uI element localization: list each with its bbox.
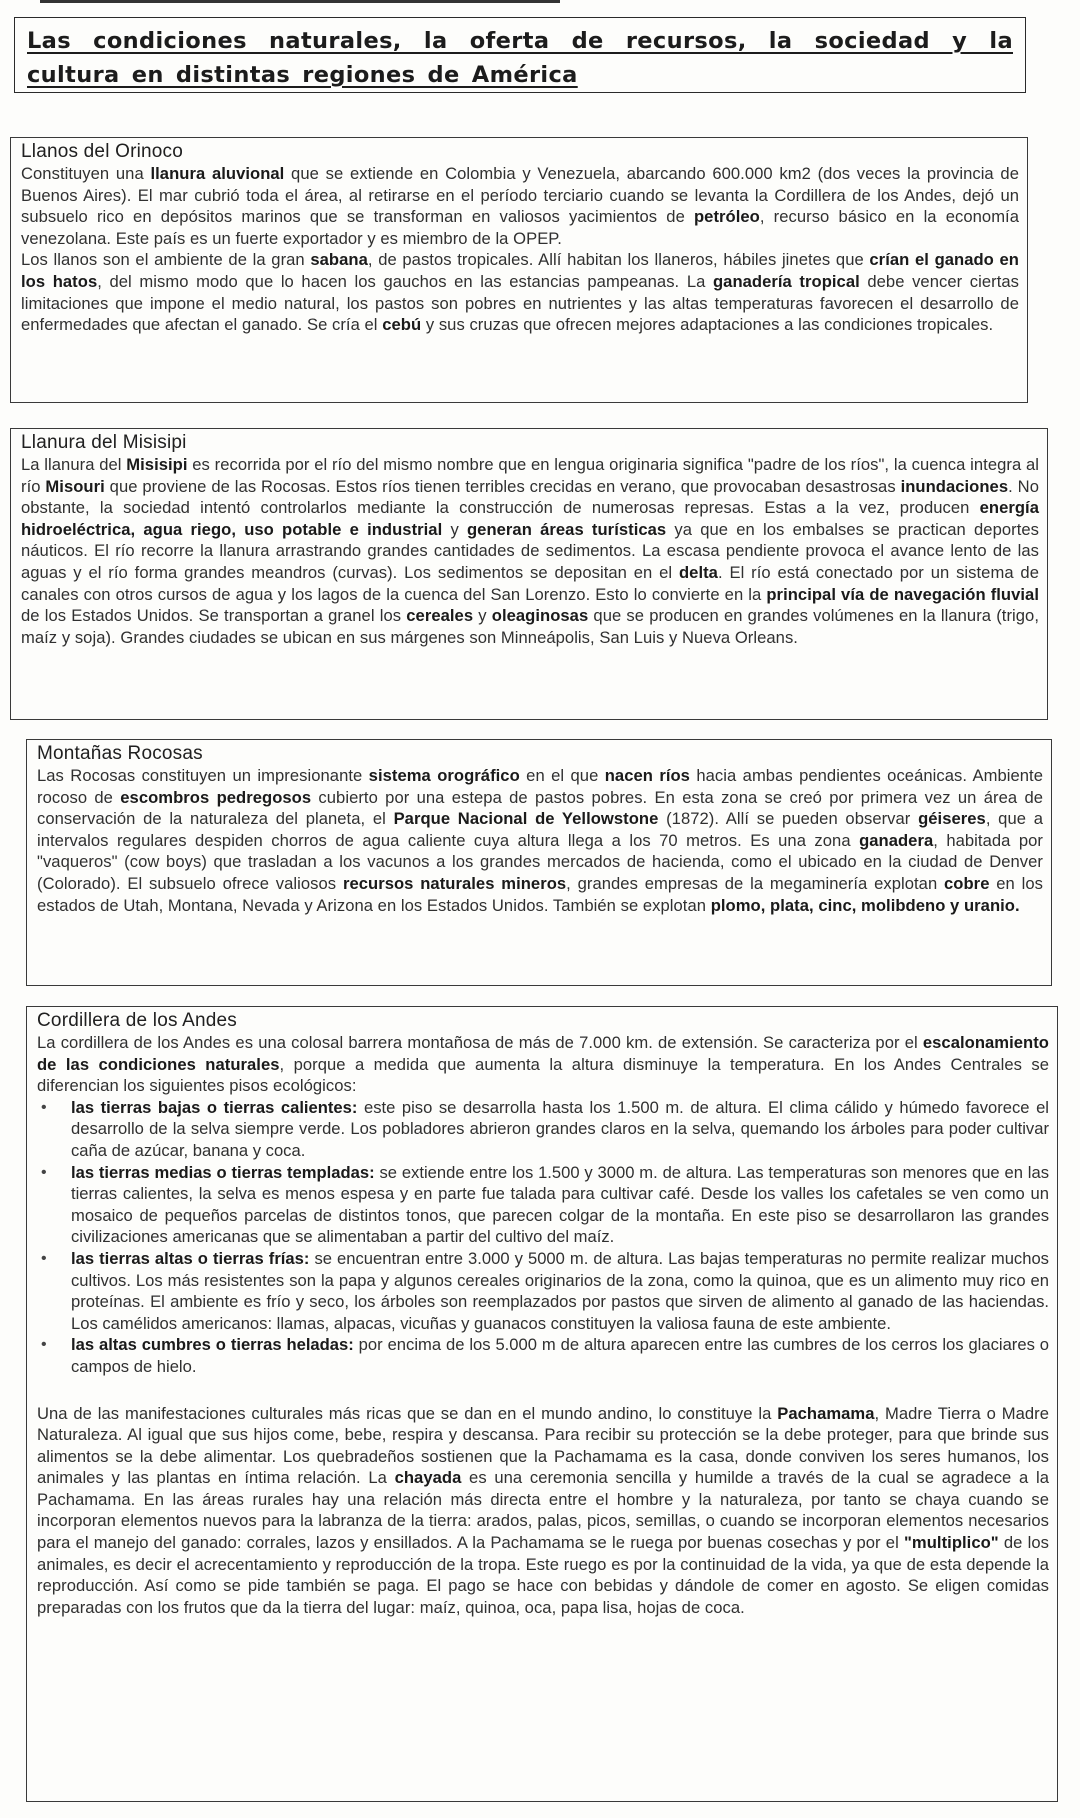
- bold-text: llanura aluvional: [150, 164, 285, 183]
- bold-text: escombros pedregosos: [120, 787, 312, 807]
- bold-text: recursos naturales mineros: [342, 873, 567, 893]
- bold-text: crían el ganado en los hatos: [21, 250, 1019, 291]
- bold-text: ganadera: [859, 830, 934, 850]
- bold-text: géiseres: [918, 809, 986, 829]
- bold-text: cebú: [382, 315, 422, 335]
- title-box: [14, 17, 1026, 93]
- bold-text: Pachamama: [777, 1403, 875, 1423]
- ecological-floors-list: [37, 1097, 1049, 1378]
- bold-text: las altas cumbres o tierras heladas:: [71, 1335, 354, 1355]
- bold-text: oleaginosas: [491, 606, 589, 626]
- bold-text: las tierras medias o tierras templadas:: [71, 1162, 375, 1182]
- section-llanura-misisipi: [10, 428, 1048, 720]
- bullet-icon: •: [41, 1098, 47, 1116]
- bold-text: sabana: [310, 250, 368, 270]
- list-item: [37, 1162, 1049, 1248]
- bold-text: escalonamiento de las condiciones naturales: [37, 1033, 1049, 1074]
- bullet-icon: •: [41, 1249, 47, 1267]
- list-item: [37, 1248, 1049, 1334]
- paragraph: La llanura del Misisipi es recorrida por el río del mismo nombre que en lengua originaria significa "padre de los ríos", la cuenca integra al río Misouri que proviene de las Rocosas. Estos ríos tienen terribles crecidas en verano, que provocaban desastrosas inundaciones. No obstante, la sociedad intentó controlarlos mediante la construcción de numerosas represas. Estas a la vez, producen energía hidroeléctrica, agua riego, uso potable e industrial y generan áreas turísticas ya que en los embalses se practican deportes náuticos. El río recorre la llanura arrastrando grandes cantidades de sedimentos. La escasa pendiente provoca el avance lento de las aguas y el río forma grandes meandros (curvas). Los sedimentos se depositan en el delta. El río está conectado por un sistema de canales con otros cursos de agua y los lagos de la cuenca del San Lorenzo. Esto lo convierte en la principal vía de navegación fluvial de los Estados Unidos. Se transportan a granel los cereales y oleaginosas que se producen en grandes volúmenes en la llanura (trigo, maíz y soja). Grandes ciudades se ubican en sus márgenes son Minneápolis, San Luis y Nueva Orleans.: [21, 455, 1039, 647]
- pachamama-paragraph: Una de las manifestaciones culturales más ricas que se dan en el mundo andino, lo constituye la Pachamama, Madre Tierra o Madre Naturaleza. Al igual que sus hijos come, bebe, respira y descansa. Para recibir su protección se la debe proteger, para que brinde sus alimentos se la debe alimentar. Los quebradeños sostienen que la Pachamama es la casa, donde conviven los seres humanos, los animales y las plantas en íntima relación. La chayada es una ceremonia sencilla y humilde a través de la cual se agradece a la Pachamama. En las áreas rurales hay una relación más directa entre el hombre y la naturaleza, por tanto se chaya cuando se incorporan elementos nuevos para la labranza de la tierra: arados, palas, picos, semillas, o cuando se incorporan elementos necesarios para el manejo del ganado: corrales, lazos y ensillados. A la Pachamama se le ruega por buenas cosechas y por el "multiplico" de los animales, es decir el acrecentamiento y reproducción de la tropa. Este ruego es por la continuidad de la vida, ya que de esta depende la reproducción. Así como se pide también se paga. El pago se hace con bebidas y dándole de comer en agosto. Se eligen comidas preparadas con los frutos que da la tierra del lugar: maíz, quinoa, oca, papa lisa, hojas de coca.: [37, 1403, 1049, 1617]
- section-heading: Montañas Rocosas: [37, 743, 203, 764]
- bold-text: cobre: [944, 873, 990, 893]
- paragraph: La cordillera de los Andes es una colosal barrera montañosa de más de 7.000 km. de extensión. Se caracteriza por el escalonamiento de las condiciones naturales, porque a medida que aumenta la altura disminuye la temperatura. En los Andes Centrales se diferencian los siguientes pisos ecológicos:: [37, 1033, 1049, 1096]
- bold-text: cereales: [406, 606, 474, 626]
- bold-text: petróleo: [694, 207, 760, 227]
- bold-text: Misisipi: [126, 455, 188, 474]
- bold-text: sistema orográfico: [368, 766, 520, 785]
- section-heading: Cordillera de los Andes: [37, 1010, 237, 1031]
- bold-text: "multiplico": [904, 1533, 999, 1553]
- bullet-icon: •: [41, 1336, 47, 1354]
- paragraph: Constituyen una llanura aluvional que se extiende en Colombia y Venezuela, abarcando 600.000 km2 (dos veces la provincia de Buenos Aires). El mar cubrió toda el área, al retirarse en el período terciario cuando se levanta la Cordillera de los Andes, dejó un subsuelo rico en depósitos marinos que se transforman en valiosos yacimientos de petróleo, recurso básico en la economía venezolana. Este país es un fuerte exportador y es miembro de la OPEP.: [21, 164, 1019, 248]
- list-item: [37, 1334, 1049, 1377]
- bold-text: energía hidroeléctrica, agua riego, uso potable e industrial: [21, 498, 1039, 539]
- bold-text: principal vía de navegación fluvial: [766, 584, 1039, 604]
- page-title: Las condiciones naturales, la oferta de recursos, la sociedad y la cultura en distintas regiones de América: [27, 28, 1013, 88]
- section-montanas-rocosas: [26, 739, 1052, 986]
- bullet-icon: •: [41, 1163, 47, 1181]
- list-item-text: las tierras medias o tierras templadas: se extiende entre los 1.500 y 3000 m. de altura. Las temperaturas son menores que en las tierras calientes, la selva es menos espesa y en parte fue talada para cultivar café. Desde los valles los cafetales se ven como un mosaico de pequeños parcelas de distintos tonos, que parecen colgar de la montaña. En este piso se desarrollaron las grandes civilizaciones americanas que se alimentaban a partir del cultivo del maíz.: [71, 1162, 1049, 1247]
- section-llanos-orinoco: [10, 137, 1028, 403]
- bold-text: las tierras bajas o tierras calientes:: [71, 1097, 358, 1117]
- bold-text: Misouri: [45, 476, 105, 496]
- top-rule: [40, 0, 560, 3]
- bold-text: nacen ríos: [604, 766, 690, 785]
- bold-text: chayada: [394, 1468, 462, 1488]
- bold-text: inundaciones: [900, 476, 1009, 496]
- bold-text: delta: [678, 562, 718, 582]
- list-item-text: las altas cumbres o tierras heladas: por encima de los 5.000 m de altura aparecen entre las cumbres de los cerros los glaciares o campos de hielo.: [71, 1335, 1049, 1376]
- bold-text: plomo, plata, cinc, molibdeno y uranio.: [710, 895, 1020, 915]
- paragraph: Los llanos son el ambiente de la gran sabana, de pastos tropicales. Allí habitan los llaneros, hábiles jinetes que crían el ganado en los hatos, del mismo modo que lo hacen los gauchos en las estancias pampeanas. La ganadería tropical debe vencer ciertas limitaciones que impone el medio natural, los pastos son pobres en nutrientes y las altas temperaturas favorecen el desarrollo de enfermedades que afectan el ganado. Se cría el cebú y sus cruzas que ofrecen mejores adaptaciones a las condiciones tropicales.: [21, 250, 1019, 335]
- list-item-text: las tierras altas o tierras frías: se encuentran entre 3.000 y 5000 m. de altura. Las bajas temperaturas no permite realizar muchos cultivos. Los más resistentes son la papa y algunos cereales originarios de la zona, como la quinoa, que es un alimento muy rico en proteínas. El ambiente es frío y seco, los árboles son reemplazados por pastos que sirven de alimento al ganado de las haciendas. Los camélidos americanos: llamas, alpacas, vicuñas y guanacos constituyen la valiosa fauna de este ambiente.: [71, 1248, 1049, 1333]
- list-item: [37, 1097, 1049, 1162]
- bold-text: Parque Nacional de Yellowstone: [393, 809, 659, 829]
- paragraph: Las Rocosas constituyen un impresionante sistema orográfico en el que nacen ríos hacia ambas pendientes oceánicas. Ambiente rocoso de escombros pedregosos cubierto por una estepa de pastos pobres. En esta zona se creó por primera vez un área de conservación de la naturaleza del planeta, el Parque Nacional de Yellowstone (1872). Allí se pueden observar géiseres, que a intervalos regulares despiden chorros de agua caliente cuya altura llega a los 70 metros. Es una zona ganadera, habitada por "vaqueros" (cow boys) que trasladan a los vacunos a los grandes mercados de hacienda, como el ubicado en la ciudad de Denver (Colorado). El subsuelo ofrece valiosos recursos naturales mineros, grandes empresas de la megaminería explotan cobre en los estados de Utah, Montana, Nevada y Arizona en los Estados Unidos. También se explotan plomo, plata, cinc, molibdeno y uranio.: [37, 766, 1044, 915]
- bold-text: las tierras altas o tierras frías:: [71, 1248, 310, 1268]
- section-cordillera-andes: [26, 1006, 1058, 1802]
- bold-text: generan áreas turísticas: [467, 519, 667, 539]
- section-heading: Llanos del Orinoco: [21, 141, 184, 162]
- list-item-text: las tierras bajas o tierras calientes: este piso se desarrolla hasta los 1.500 m. de altura. El clima cálido y húmedo favorece el desarrollo de la selva siempre verde. Los pobladores abrieron grandes claros en la selva, quemando los árboles para poder cultivar caña de azúcar, banana y coca.: [71, 1097, 1049, 1160]
- bold-text: ganadería tropical: [712, 271, 860, 291]
- section-heading: Llanura del Misisipi: [21, 432, 187, 453]
